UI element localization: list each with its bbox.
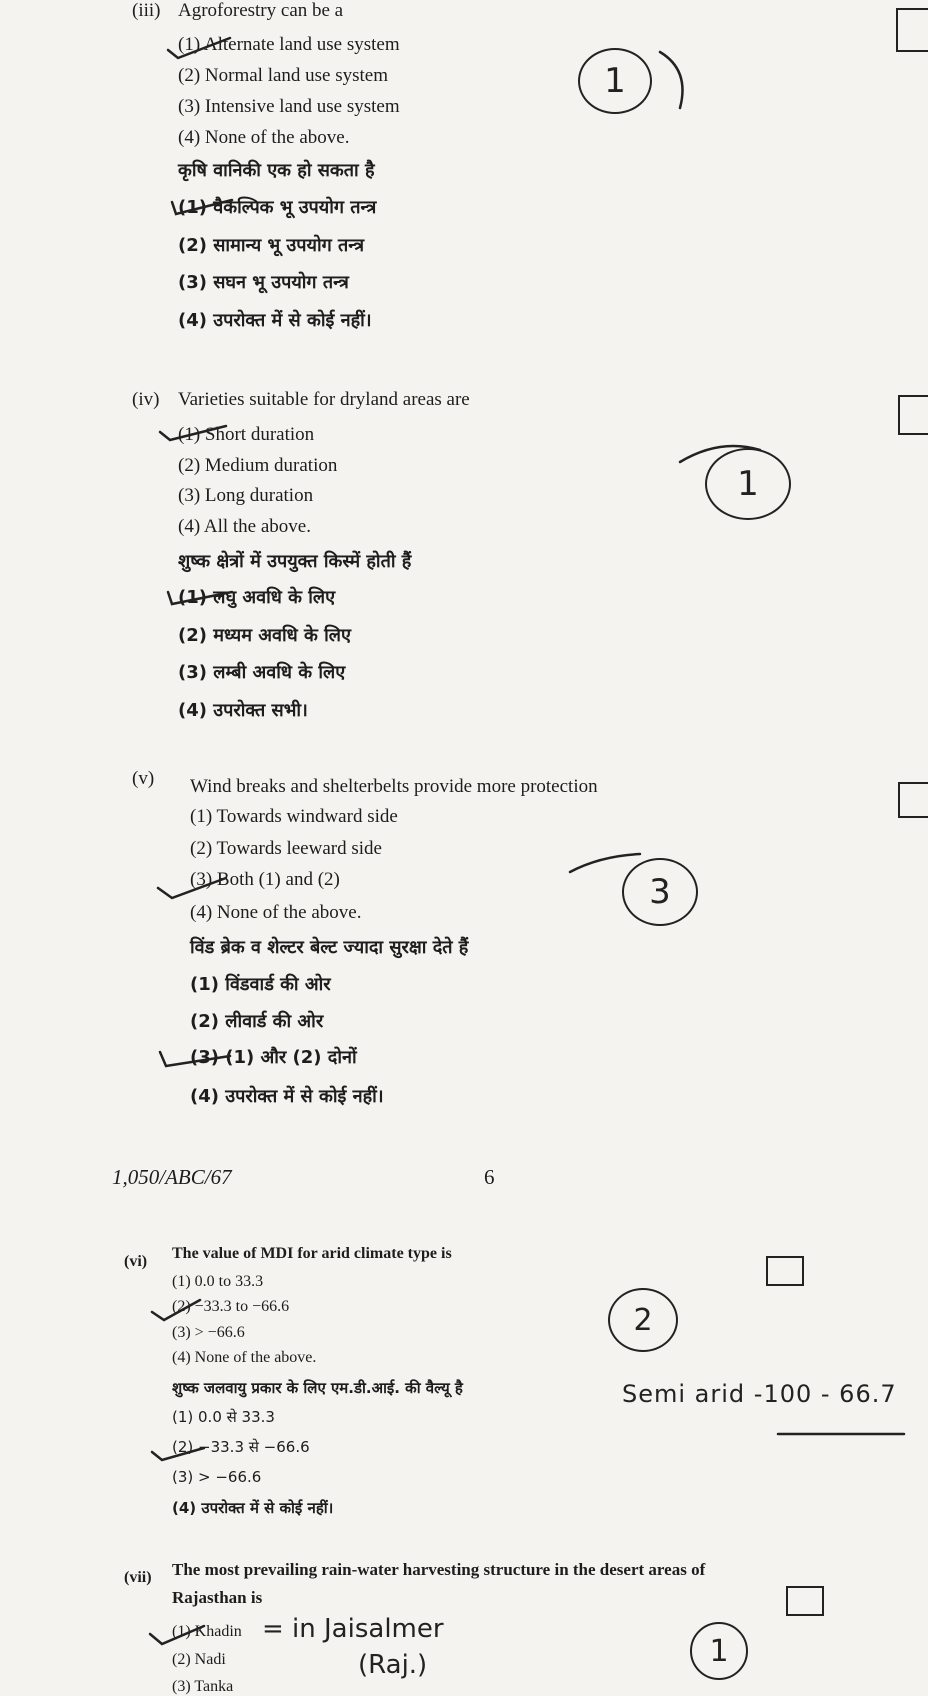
- q4-option-hi-1: (1) लघु अवधि के लिए: [178, 587, 336, 608]
- q6-label: (vi): [124, 1253, 148, 1270]
- q4-option-hi-3: (3) लम्बी अवधि के लिए: [178, 662, 346, 683]
- q5-question-hi: विंड ब्रेक व शेल्टर बेल्ट ज्यादा सुरक्षा देते हैं: [190, 937, 469, 958]
- q3-option-en-3: (3) Intensive land use system: [178, 96, 400, 117]
- q3-answer-mark: 1: [604, 61, 626, 101]
- q5-answer-circle: [622, 858, 698, 926]
- q3-option-hi-1: (1) वैकल्पिक भू उपयोग तन्त्र: [178, 197, 377, 218]
- q3-question-en: Agroforestry can be a: [178, 0, 344, 21]
- q4-option-hi-4: (4) उपरोक्त सभी।: [178, 700, 308, 721]
- q7-label: (vii): [124, 1569, 152, 1586]
- q6-option-hi-3: (3) > −66.6: [172, 1468, 262, 1486]
- q6-option-en-4: (4) None of the above.: [172, 1349, 317, 1366]
- q4-option-en-1: (1) Short duration: [178, 424, 315, 445]
- q7-option-en-3: (3) Tanka: [172, 1678, 234, 1695]
- q6-answer-box: [766, 1256, 804, 1286]
- q4-option-en-2: (2) Medium duration: [178, 455, 338, 476]
- q5-option-en-4: (4) None of the above.: [190, 902, 362, 923]
- q5-question-en: Wind breaks and shelterbelts provide more protection: [190, 776, 598, 797]
- q6-option-hi-4: (4) उपरोक्त में से कोई नहीं।: [172, 1499, 334, 1517]
- q7-option-en-1: (1) Khadin: [172, 1623, 242, 1640]
- q4-option-en-3: (3) Long duration: [178, 485, 314, 506]
- footer-code: 1,050/ABC/67: [112, 1165, 232, 1189]
- q5-option-hi-4: (4) उपरोक्त में से कोई नहीं।: [190, 1086, 384, 1107]
- q5-option-en-3: (3) Both (1) and (2): [190, 869, 340, 890]
- q5-circle-tail: [570, 854, 640, 872]
- q3-label: (iii): [132, 0, 161, 21]
- q5-option-hi-3: (3) (1) और (2) दोनों: [190, 1047, 357, 1068]
- q7-handwritten-note-line2: (Raj.): [358, 1650, 428, 1680]
- q6-option-en-1: (1) 0.0 to 33.3: [172, 1273, 264, 1290]
- q6-question-en: The value of MDI for arid climate type is: [172, 1245, 452, 1262]
- q7-answer-mark: 1: [709, 1633, 729, 1669]
- q7-option-en-2: (2) Nadi: [172, 1651, 226, 1668]
- q5-option-hi-2: (2) लीवार्ड की ओर: [190, 1011, 324, 1032]
- q5-answer-mark: 3: [649, 872, 671, 912]
- q7-answer-circle: [690, 1622, 748, 1680]
- q7-handwritten-note-line1: = in Jaisalmer: [262, 1614, 444, 1644]
- q4-question-en: Varieties suitable for dryland areas are: [178, 389, 470, 410]
- q7-answer-box: [786, 1586, 824, 1616]
- q5-option-en-1: (1) Towards windward side: [190, 806, 398, 827]
- q6-option-hi-1: (1) 0.0 से 33.3: [172, 1408, 275, 1426]
- q6-option-hi-2: (2) −33.3 से −66.6: [172, 1438, 310, 1456]
- q3-answer-box: [896, 8, 928, 52]
- q4-question-hi: शुष्क क्षेत्रों में उपयुक्त किस्में होती हैं: [178, 551, 412, 572]
- q5-label: (v): [132, 768, 155, 789]
- q6-handwritten-note: Semi arid -100 - 66.7: [622, 1380, 897, 1408]
- q3-option-hi-4: (4) उपरोक्त में से कोई नहीं।: [178, 310, 372, 331]
- q3-answer-circle: [578, 48, 652, 114]
- q4-answer-mark: 1: [737, 464, 759, 504]
- q6-option-en-2: (2) −33.3 to −66.6: [172, 1298, 290, 1315]
- q3-question-hi: कृषि वानिकी एक हो सकता है: [178, 160, 375, 181]
- q3-option-en-2: (2) Normal land use system: [178, 65, 389, 86]
- q3-circle-tail: [660, 52, 683, 108]
- q4-label: (iv): [132, 389, 160, 410]
- q4-option-en-4: (4) All the above.: [178, 516, 311, 537]
- q7-question-en-line2: Rajasthan is: [172, 1588, 263, 1607]
- q5-answer-box: [898, 782, 928, 818]
- q3-option-en-1: (1) Alternate land use system: [178, 34, 400, 55]
- q6-answer-mark: 2: [633, 1302, 653, 1338]
- footer-page-number: 6: [484, 1165, 495, 1189]
- q3-option-hi-3: (3) सघन भू उपयोग तन्त्र: [178, 272, 349, 293]
- q5-option-en-2: (2) Towards leeward side: [190, 838, 382, 859]
- q3-option-hi-2: (2) सामान्य भू उपयोग तन्त्र: [178, 235, 365, 256]
- q4-answer-circle: [705, 448, 791, 520]
- q5-option-hi-1: (1) विंडवार्ड की ओर: [190, 974, 331, 995]
- q6-answer-circle: [608, 1288, 678, 1352]
- q3-option-en-4: (4) None of the above.: [178, 127, 350, 148]
- q7-question-en-line1: The most prevailing rain-water harvesting structure in the desert areas of: [172, 1560, 706, 1579]
- q4-option-hi-2: (2) मध्यम अवधि के लिए: [178, 625, 351, 646]
- q6-option-en-3: (3) > −66.6: [172, 1324, 245, 1341]
- q6-question-hi: शुष्क जलवायु प्रकार के लिए एम.डी.आई. की वैल्यू है: [172, 1379, 463, 1397]
- q4-answer-box: [898, 395, 928, 435]
